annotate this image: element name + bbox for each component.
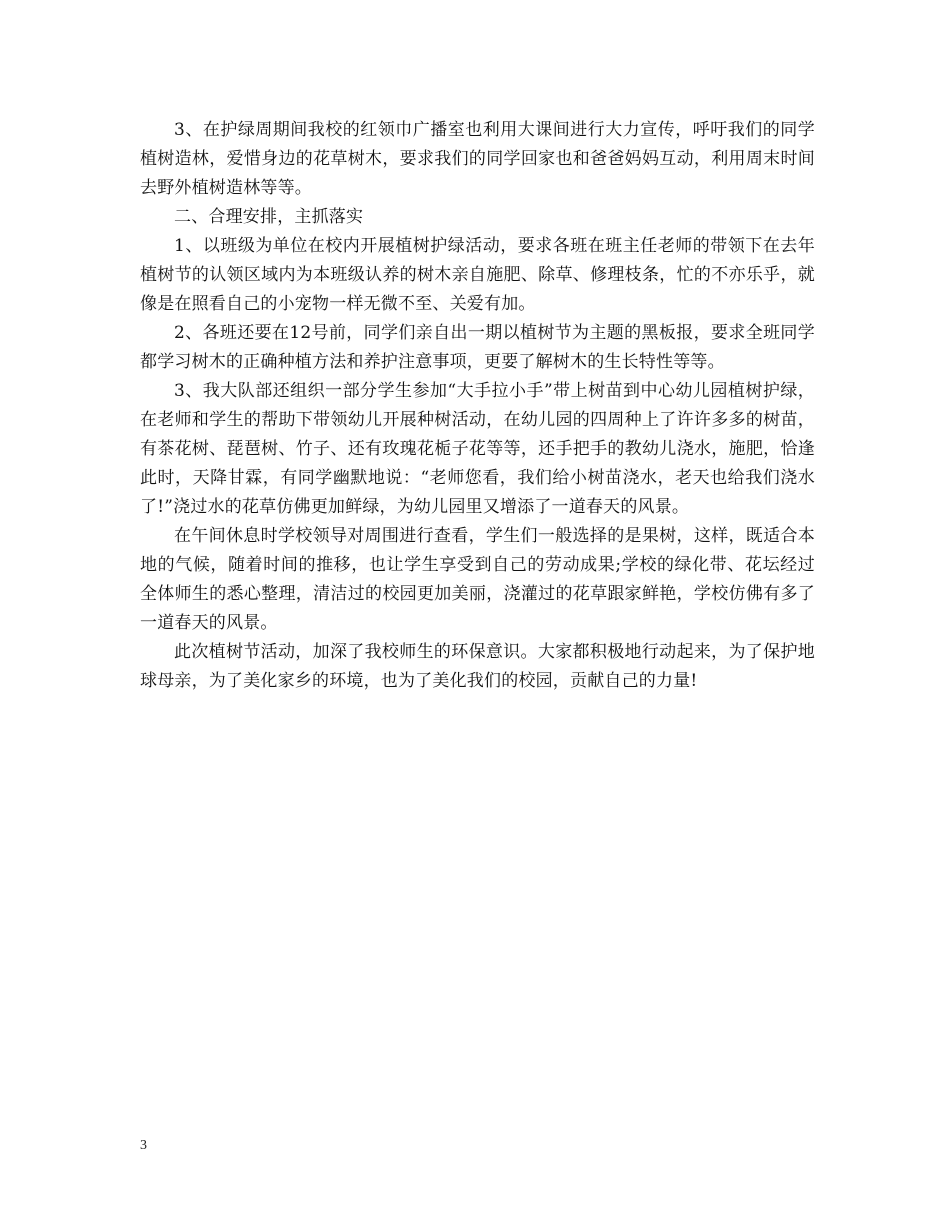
section-heading-arrangement: 二、合理安排，主抓落实 bbox=[174, 207, 364, 227]
paragraph-inspection: 在午间休息时学校领导对周围进行查看，学生们一般选择的是果树，这样，既适合本地的气候，随着时间的推移，也让学生享受到自己的劳动成果;学校的绿化带、花坛经过全体师生的悉心整理，清洁过的校园更加美丽，浇灌过的花草跟家鲜艳，学校仿佛有多了一道春天的风景。 bbox=[140, 526, 815, 633]
document-body bbox=[140, 116, 815, 696]
paragraph-broadcast-promotion: 3、在护绿周期间我校的红领巾广播室也利用大课间进行大力宣传，呼吁我们的同学植树造林，爱惜身边的花草树木，要求我们的同学回家也和爸爸妈妈互动，利用周末时间去野外植树造林等等。 bbox=[140, 120, 815, 198]
paragraph-conclusion: 此次植树节活动，加深了我校师生的环保意识。大家都积极地行动起来，为了保护地球母亲，为了美化家乡的环境，也为了美化我们的校园，贡献自己的力量! bbox=[140, 642, 815, 691]
paragraph-class-planting: 1、以班级为单位在校内开展植树护绿活动，要求各班在班主任老师的带领下在去年植树节的认领区域内为本班级认养的树木亲自施肥、除草、修理枝条，忙的不亦乐乎，就像是在照看自己的小宠物一样无微不至、关爱有加。 bbox=[140, 236, 815, 314]
page-number: 3 bbox=[140, 1138, 147, 1153]
paragraph-kindergarten: 3、我大队部还组织一部分学生参加“大手拉小手”带上树苗到中心幼儿园植树护绿，在老师和学生的帮助下带领幼儿开展种树活动，在幼儿园的四周种上了许许多多的树苗，有茶花树、琵琶树、竹子、还有玫瑰花栀子花等等，还手把手的教幼儿浇水，施肥，恰逢此时，天降甘霖，有同学幽默地说：“老师您看，我们给小树苗浇水，老天也给我们浇水了!”浇过水的花草仿佛更加鲜绿，为幼儿园里又增添了一道春天的风景。 bbox=[140, 381, 815, 517]
paragraph-blackboard: 2、各班还要在12号前，同学们亲自出一期以植树节为主题的黑板报，要求全班同学都学习树木的正确种植方法和养护注意事项，更要了解树木的生长特性等等。 bbox=[140, 323, 815, 372]
